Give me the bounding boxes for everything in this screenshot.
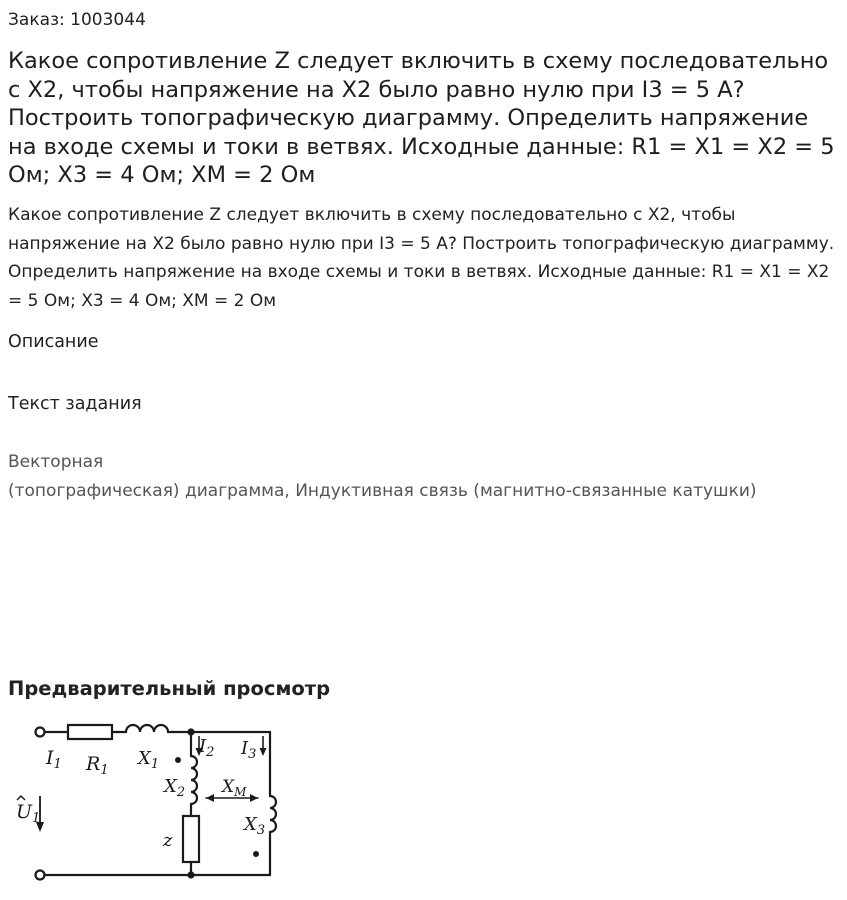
order-number: Заказ: 1003044 [8,10,146,30]
tags-block [8,448,838,506]
preview-title: Предварительный просмотр [8,677,331,700]
tag-line-2: (топографическая) диаграмма, Индуктивная связь (магнитно-связанные катушки) [8,481,757,501]
junction-top [187,728,194,735]
inductor-x3 [270,796,276,832]
task-description: Какое сопротивление Z следует включить в схему последовательно с X2, чтобы напряжение на X2 было равно нулю при I3 = 5 А? Построить топографическую диаграмму. Определить напряжение на входе схемы и токи в ветвях. Исходные данные: R1 = X1 = X2 = 5 Ом; X3 = 4 Ом; XM = 2 Ом [8,205,835,311]
svg-text:R1: $R_1$ [86,753,109,778]
circuit-diagram [0,712,300,892]
resistor-r1 [68,725,112,739]
svg-text:X3: $X_3$ [244,814,266,838]
terminal-bottom [36,871,45,880]
svg-text:I1: $I_1$ [46,747,62,772]
junction-bottom [187,871,194,878]
svg-text:I2: $I_2$ [199,736,215,760]
svg-text:XM: $X_M$ [222,777,247,799]
page-title: Какое сопротивление Z следует включить в схему последовательно с X2, чтобы напряжение на X2 было равно нулю при I3 = 5 А? Построить топографическую диаграмму. Определить напряжение на входе схемы и токи в ветвях. Исходные данные: R1 = X1 = X2 = 5 Ом; X3 = 4 Ом; XM = 2 Ом [8,48,835,188]
svg-text:I3: $I_3$ [241,738,257,762]
description-label: Описание [8,332,99,352]
marker-dot-x2 [175,757,181,763]
svg-text:U1: $U_1$ [16,801,41,826]
marker-dot-x3 [253,851,259,857]
tag-line-1: Векторная [8,452,104,472]
terminal-top [36,728,45,737]
impedance-z [183,816,199,862]
inductor-x2 [191,756,197,804]
inductor-x1 [126,725,168,732]
svg-text:z: z [163,830,173,851]
task-text-label: Текст задания [8,394,142,414]
svg-text:X1: $X_1$ [138,748,160,772]
svg-text:X2: $X_2$ [164,776,186,800]
